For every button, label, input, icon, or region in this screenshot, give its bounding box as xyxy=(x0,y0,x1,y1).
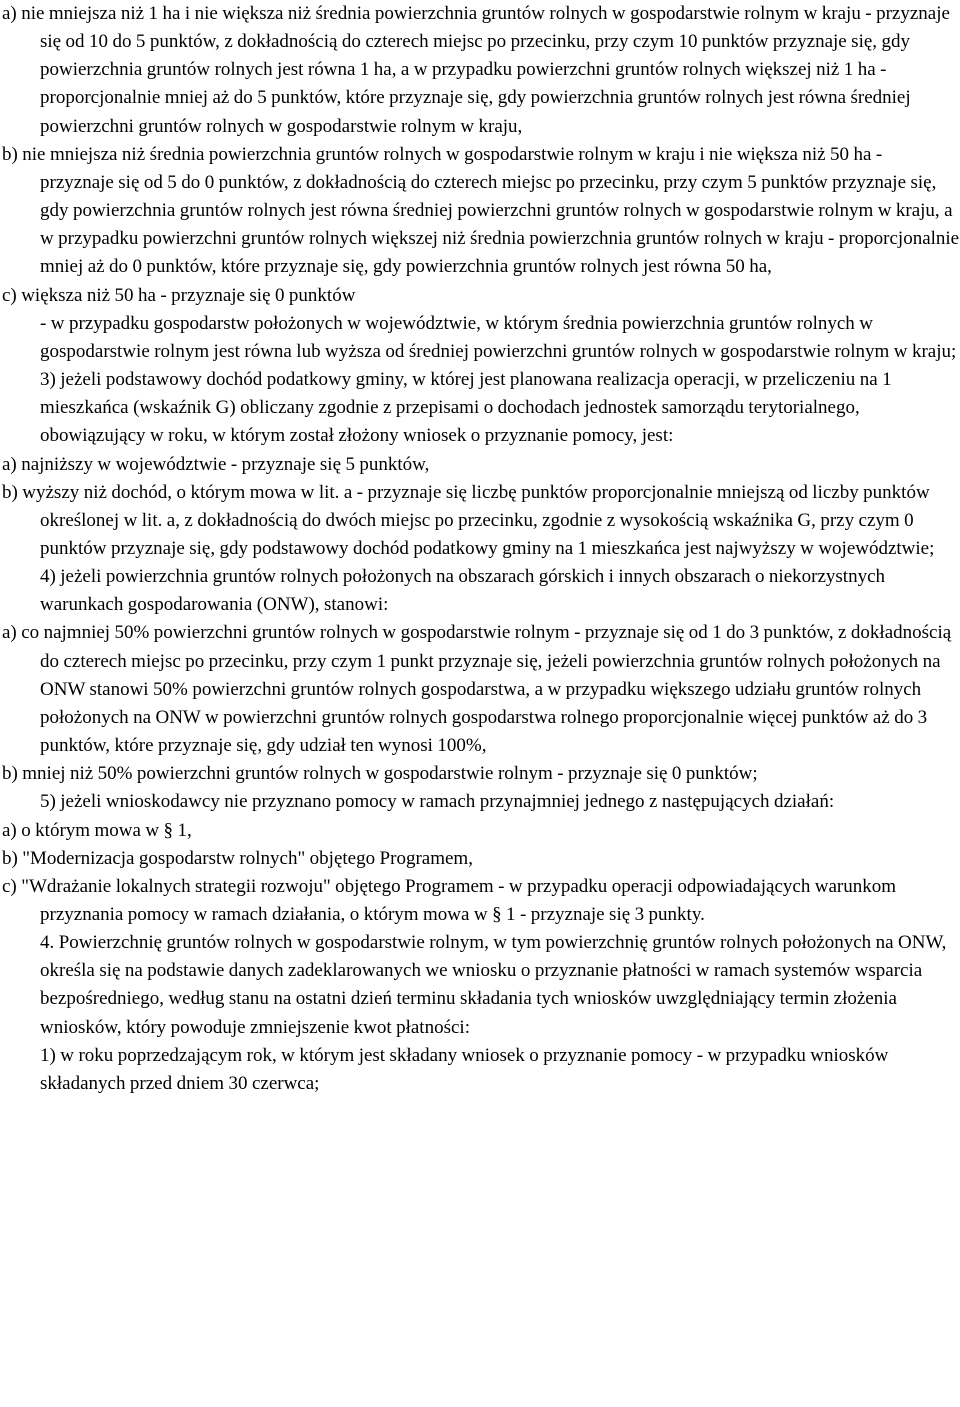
paragraph-5b: b) "Modernizacja gospodarstw rolnych" objętego Programem, xyxy=(2,847,473,869)
paragraph-section-4-point-1: 1) w roku poprzedzającym rok, w którym jest składany wniosek o przyznanie pomocy - w przypadku wniosków składanych przed dniem 30 czerwca; xyxy=(40,1044,889,1094)
paragraph-1a: a) nie mniejsza niż 1 ha i nie większa niż średnia powierzchnia gruntów rolnych w gospodarstwie rolnym w kraju - przyznaje się od 10 do 5 punktów, z dokładnością do czterech miejsc po przecinku, przy czym 10 punktów przyznaje się, gdy powierzchnia gruntów rolnych jest równa 1 ha, a w przypadku powierzchni gruntów rolnych większej niż 1 ha - proporcjonalnie mniej aż do 5 punktów, które przyznaje się, gdy powierzchnia gruntów rolnych jest równa średniej powierzchni gruntów rolnych w gospodarstwie rolnym w kraju, xyxy=(2,3,950,137)
paragraph-voivodeship-condition: - w przypadku gospodarstw położonych w województwie, w którym średnia powierzchnia gruntów rolnych w gospodarstwie rolnym jest równa lub wyższa od średniej powierzchni gruntów rolnych w gospodarstwie rolnym w kraju; xyxy=(40,312,957,362)
paragraph-1b: b) nie mniejsza niż średnia powierzchnia gruntów rolnych w gospodarstwie rolnym w kraju i nie większa niż 50 ha - przyznaje się od 5 do 0 punktów, z dokładnością do czterech miejsc po przecinku, przy czym 5 punktów przyznaje się, gdy powierzchnia gruntów rolnych jest równa średniej powierzchni gruntów rolnych w gospodarstwie rolnym w kraju, a w przypadku powierzchni gruntów rolnych większej niż średnia powierzchnia gruntów rolnych w kraju - proporcjonalnie mniej aż do 0 punktów, które przyznaje się, gdy powierzchnia gruntów rolnych jest równa 50 ha, xyxy=(2,143,960,278)
paragraph-section-4: 4. Powierzchnię gruntów rolnych w gospodarstwie rolnym, w tym powierzchnię gruntów rolnych położonych na ONW, określa się na podstawie danych zadeklarowanych we wniosku o przyznanie płatności w ramach systemów wsparcia bezpośredniego, według stanu na ostatni dzień terminu składania tych wniosków uwzględniający termin złożenia wniosków, który powoduje zmniejszenie kwot płatności: xyxy=(40,932,947,1038)
paragraph-4a: a) co najmniej 50% powierzchni gruntów rolnych w gospodarstwie rolnym - przyznaje się od 1 do 3 punktów, z dokładnością do czterech miejsc po przecinku, przy czym 1 punkt przyznaje się, jeżeli powierzchnia gruntów rolnych położonych na ONW stanowi 50% powierzchni gruntów rolnych gospodarstwa, a w przypadku większego udziału gruntów rolnych położonych na ONW w powierzchni gruntów rolnych gospodarstwa rolnego proporcjonalnie więcej punktów aż do 3 punktów, które przyznaje się, gdy udział ten wynosi 100%, xyxy=(2,622,952,757)
paragraph-5c: c) "Wdrażanie lokalnych strategii rozwoju" objętego Programem - w przypadku operacji odpowiadających warunkom przyznania pomocy w ramach działania, o którym mowa w § 1 - przyznaje się 3 punkty. xyxy=(2,875,897,925)
paragraph-1c: c) większa niż 50 ha - przyznaje się 0 punktów xyxy=(2,284,356,306)
paragraph-4b: b) mniej niż 50% powierzchni gruntów rolnych w gospodarstwie rolnym - przyznaje się 0 punktów; xyxy=(2,763,758,785)
paragraph-5a: a) o którym mowa w § 1, xyxy=(2,819,192,841)
paragraph-3b: b) wyższy niż dochód, o którym mowa w lit. a - przyznaje się liczbę punktów proporcjonalnie mniejszą od liczby punktów określonej w lit. a, z dokładnością do dwóch miejsc po przecinku, zgodnie z wysokością wskaźnika G, przy czym 0 punktów przyznaje się, gdy podstawowy dochód podatkowy gminy na 1 mieszkańca jest najwyższy w województwie; xyxy=(2,481,935,559)
paragraph-point-5: 5) jeżeli wnioskodawcy nie przyznano pomocy w ramach przynajmniej jednego z następujących działań: xyxy=(40,791,835,813)
paragraph-point-4: 4) jeżeli powierzchnia gruntów rolnych położonych na obszarach górskich i innych obszarach o niekorzystnych warunkach gospodarowania (ONW), stanowi: xyxy=(40,566,886,616)
paragraph-3a: a) najniższy w województwie - przyznaje się 5 punktów, xyxy=(2,453,430,475)
paragraph-point-3: 3) jeżeli podstawowy dochód podatkowy gminy, w której jest planowana realizacja operacji, w przeliczeniu na 1 mieszkańca (wskaźnik G) obliczany zgodnie z przepisami o dochodach jednostek samorządu terytorialnego, obowiązujący w roku, w którym został złożony wniosek o przyznanie pomocy, jest: xyxy=(40,369,892,447)
